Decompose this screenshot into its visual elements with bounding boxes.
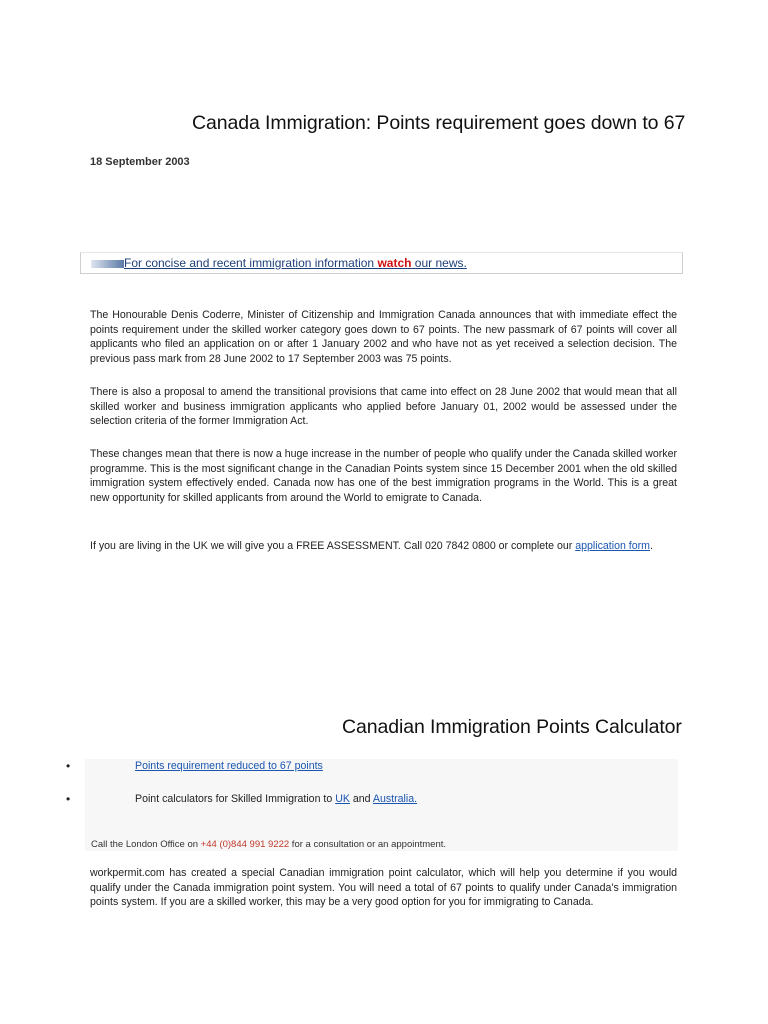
australia-link[interactable]: Australia. xyxy=(372,793,418,805)
and-text: and xyxy=(349,793,373,805)
news-link[interactable] xyxy=(124,256,467,270)
article-date: 18 September 2003 xyxy=(90,156,190,168)
paragraph-4-end: . xyxy=(650,540,653,552)
office-suffix: for a consultation or an appointment. xyxy=(289,839,447,850)
bullet-1: • xyxy=(66,759,71,773)
office-phone: +44 (0)844 991 9222 xyxy=(200,839,290,850)
news-banner[interactable] xyxy=(80,252,683,274)
application-form-link[interactable]: application form xyxy=(575,540,650,552)
calculator-paragraph: workpermit.com has created a special Canadian immigration point calculator, which will help you determine if you would qualify under the Canada immigration point system. You will need a total of 67 points to qualify under Canada's immigration points system. If you are a skilled worker, this may be a very good option for you for immigrating to Canada. xyxy=(90,867,677,909)
calculator-title: Canadian Immigration Points Calculator xyxy=(342,716,682,738)
banner-watch: watch xyxy=(377,256,412,270)
article-paragraph-4 xyxy=(90,539,677,554)
article-paragraph-2: There is also a proposal to amend the transitional provisions that came into effect on 28 June 2002 that would mean that all skilled worker and business immigration applicants who applied before January 01, 2002 would be assessed under the selection criteria of the former Immigration Act. xyxy=(90,386,677,428)
uk-link[interactable]: UK xyxy=(335,793,350,805)
points-reduced-link[interactable]: Points requirement reduced to 67 points xyxy=(135,760,323,772)
calculators-text: Point calculators for Skilled Immigration to xyxy=(135,793,336,805)
article-title: Canada Immigration: Points requirement goes down to 67 xyxy=(192,112,686,134)
calculators-list-item xyxy=(135,793,417,805)
paragraph-4-text: If you are living in the UK we will give you a FREE ASSESSMENT. Call 020 7842 0800 or complete our xyxy=(90,540,576,552)
calculator-links-box xyxy=(85,759,678,851)
article-paragraph-1: The Honourable Denis Coderre, Minister of Citizenship and Immigration Canada announces that with immediate effect the points requirement under the skilled worker category goes down to 67 points. The new passmark of 67 points will cover all applicants who filed an application on or after 1 January 2002 and who have not as yet received a selection decision. The previous pass mark from 28 June 2002 to 17 September 2003 was 75 points. xyxy=(90,309,677,365)
article-paragraph-3: These changes mean that there is now a huge increase in the number of people who qualify under the Canada skilled worker programme. This is the most significant change in the Canadian Points system since 15 December 2001 when the old skilled immigration system effectively ended. Canada now has one of the best immigration programs in the World. This is a great new opportunity for skilled applicants from around the World to emigrate to Canada. xyxy=(90,448,677,504)
bullet-2: • xyxy=(66,792,71,806)
office-prefix: Call the London Office on xyxy=(91,839,201,850)
banner-gradient-bar xyxy=(91,260,124,268)
banner-suffix: our news. xyxy=(411,256,467,270)
london-office-line xyxy=(91,839,446,850)
banner-prefix: For concise and recent immigration information xyxy=(124,256,378,270)
